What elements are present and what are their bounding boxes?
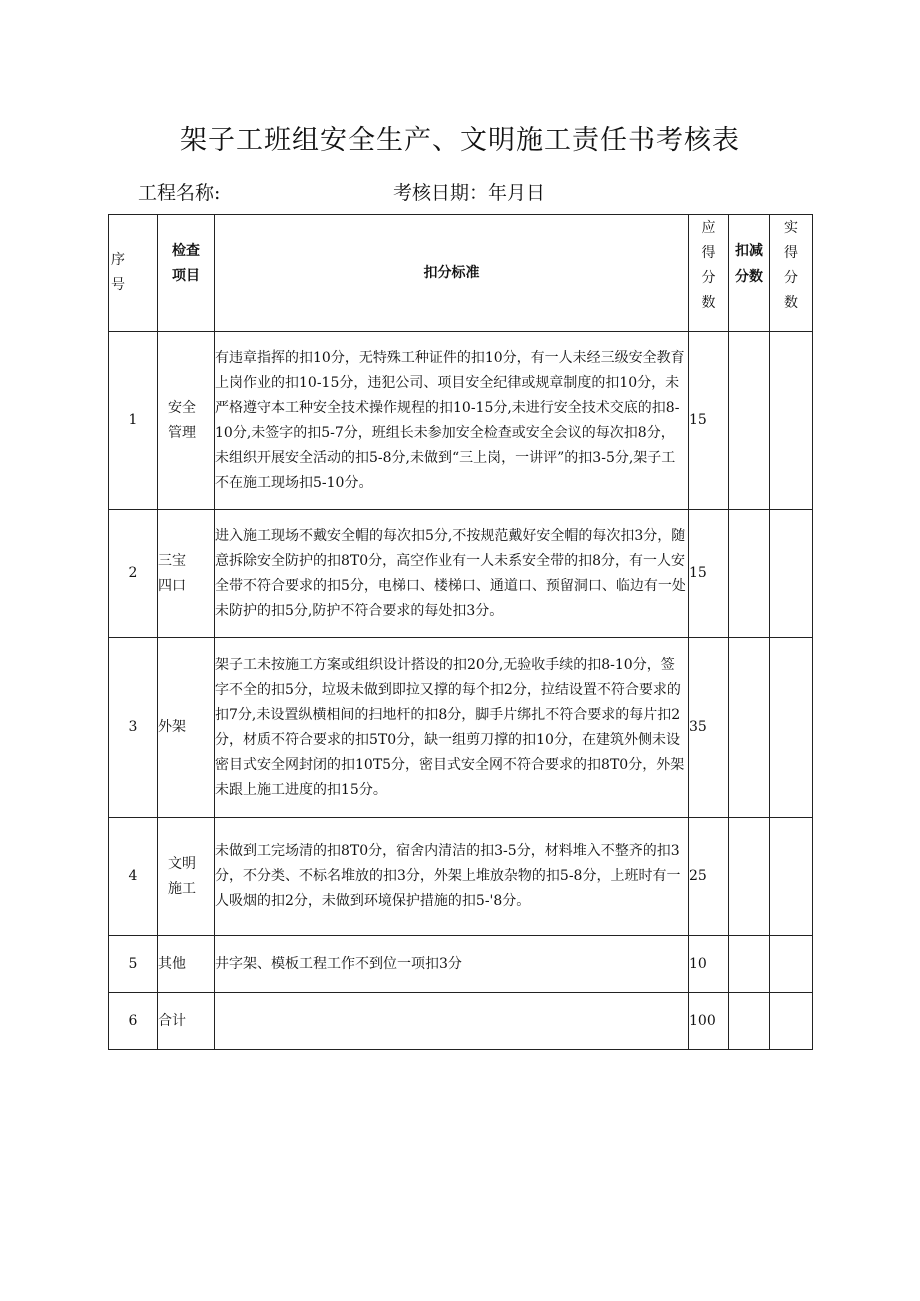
row-deduction-cell (729, 818, 770, 936)
assessment-date-label: 考核日期：年月日 (393, 182, 546, 204)
row-actual-cell (770, 510, 813, 638)
row-no: 6 (109, 993, 158, 1050)
row-standard: 架子工未按施工方案或组织设计搭设的扣20分,无验收手续的扣8-10分，签字不全的扣5分，垃圾未做到即拉又撑的每个扣2分，拉结设置不符合要求的扣7分,未设置纵横相间的扫地杆的扣8分，脚手片绑扎不符合要求的每片扣2分，材质不符合要求的扣5T0分，缺一组剪刀撑的扣10分，在建筑外侧未设密目式安全网封闭的扣10T5分，密目式安全网不符合要求的扣8T0分，外架未跟上施工进度的扣15分。 (215, 638, 689, 818)
row-no: 3 (109, 638, 158, 818)
table-row (109, 332, 813, 510)
row-item: 文明施工 (158, 818, 215, 936)
row-no: 1 (109, 332, 158, 510)
row-no: 5 (109, 936, 158, 993)
header-should-score: 应得分数 (689, 215, 729, 332)
row-score: 15 (689, 332, 729, 510)
row-score: 10 (689, 936, 729, 993)
row-standard: 未做到工完场清的扣8T0分，宿舍内清洁的扣3-5分，材料堆入不整齐的扣3分，不分类、不标名堆放的扣3分，外架上堆放杂物的扣5-8分，上班时有一人吸烟的扣2分，未做到环境保护措施的扣5-'8分。 (215, 818, 689, 936)
row-no: 4 (109, 818, 158, 936)
table-row (109, 818, 813, 936)
row-score: 15 (689, 510, 729, 638)
row-deduction-cell (729, 332, 770, 510)
table-row (109, 510, 813, 638)
row-deduction-cell (729, 993, 770, 1050)
row-score: 35 (689, 638, 729, 818)
row-item: 其他 (158, 936, 215, 993)
row-standard: 有违章指挥的扣10分，无特殊工种证件的扣10分，有一人未经三级安全教育上岗作业的扣10-15分，违犯公司、项目安全纪律或规章制度的扣10分，未严格遵守本工种安全技术操作规程的扣10-15分,未进行安全技术交底的扣8-10分,未签字的扣5-7分，班组长未参加安全检查或安全会议的每次扣8分，未组织开展安全活动的扣5-8分,未做到“三上岗，一讲评”的扣3-5分,架子工不在施工现场扣5-10分。 (215, 332, 689, 510)
header-deduction: 扣减分数 (729, 215, 770, 332)
row-standard (215, 993, 689, 1050)
row-no: 2 (109, 510, 158, 638)
row-standard: 进入施工现场不戴安全帽的每次扣5分,不按规范戴好安全帽的每次扣3分，随意拆除安全防护的扣8T0分，高空作业有一人未系安全带的扣8分，有一人安全带不符合要求的扣5分，电梯口、楼梯口、通道口、预留洞口、临边有一处未防护的扣5分,防护不符合要求的每处扣3分。 (215, 510, 689, 638)
row-deduction-cell (729, 510, 770, 638)
table-row (109, 936, 813, 993)
row-deduction-cell (729, 936, 770, 993)
row-item: 三宝四口 (158, 510, 215, 638)
row-actual-cell (770, 936, 813, 993)
header-item: 检查项目 (158, 215, 215, 332)
row-item: 合计 (158, 993, 215, 1050)
row-actual-cell (770, 818, 813, 936)
row-actual-cell (770, 638, 813, 818)
row-deduction-cell (729, 638, 770, 818)
table-header-row (109, 215, 813, 332)
row-item: 安全管理 (158, 332, 215, 510)
table-row (109, 638, 813, 818)
table-row (109, 993, 813, 1050)
header-standard: 扣分标准 (215, 215, 689, 332)
row-item: 外架 (158, 638, 215, 818)
assessment-table (108, 214, 813, 1050)
row-actual-cell (770, 332, 813, 510)
row-score: 100 (689, 993, 729, 1050)
header-actual-score: 实得分数 (770, 215, 813, 332)
row-actual-cell (770, 993, 813, 1050)
row-standard: 井字架、模板工程工作不到位一项扣3分 (215, 936, 689, 993)
page-title: 架子工班组安全生产、文明施工责任书考核表 (180, 125, 740, 156)
row-score: 25 (689, 818, 729, 936)
project-name-label: 工程名称: (138, 182, 221, 204)
header-no: 序号 (109, 215, 158, 332)
